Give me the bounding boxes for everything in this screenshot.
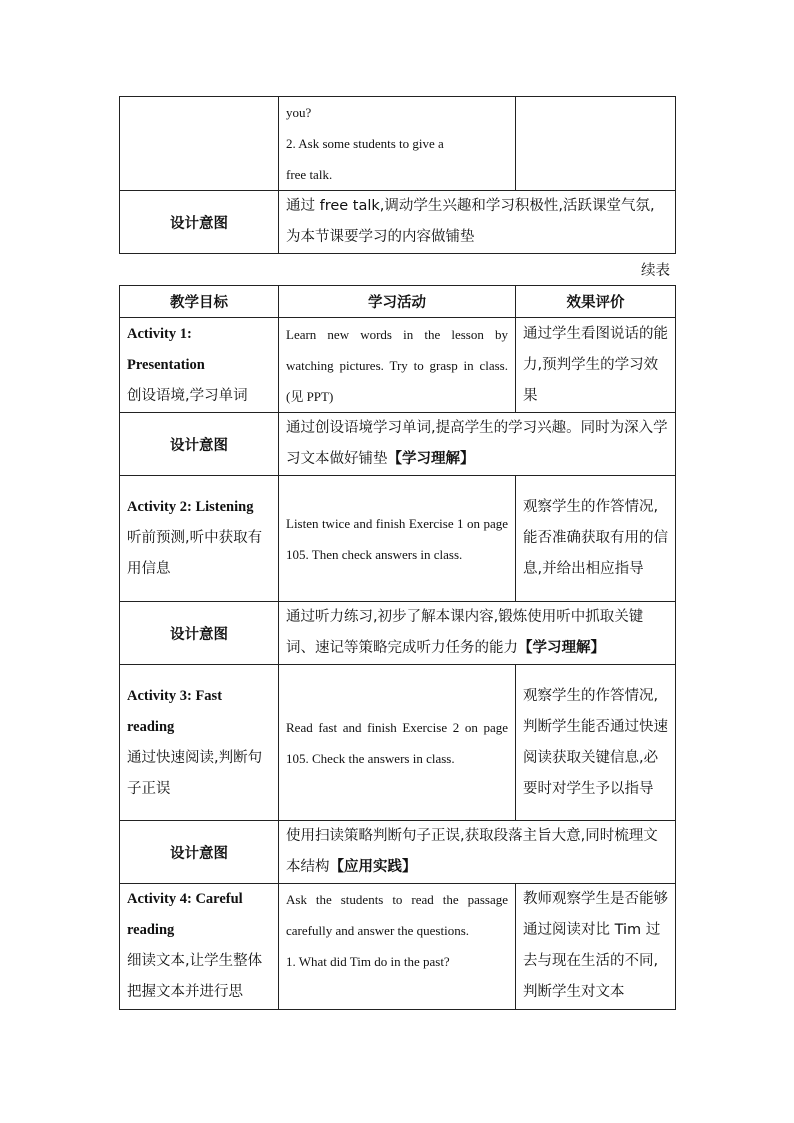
evaluation-cell: 观察学生的作答情况,判断学生能否通过快速阅读获取关键信息,必要时对学生予以指导 xyxy=(516,665,676,821)
activity-title: Activity 4: Careful xyxy=(127,891,243,907)
activity-title: Activity 3: Fast xyxy=(127,687,223,704)
design-intent-cell xyxy=(279,602,676,665)
continued-label: 续表 xyxy=(641,263,670,279)
evaluation-cell: 通过学生看图说话的能力,预判学生的学习效果 xyxy=(516,318,676,413)
design-intent-label: 设计意图 xyxy=(120,413,279,476)
goal-cell xyxy=(120,665,279,821)
design-intent-tag: 【应用实践】 xyxy=(329,859,417,875)
design-intent-label: 设计意图 xyxy=(120,821,279,884)
design-intent-text: 通过创设语境学习单词,提高学生的学习兴趣。同时为深入学习文本做好铺垫 xyxy=(286,420,668,467)
activity-title: Activity 2: Listening xyxy=(127,499,254,515)
lesson-table-top xyxy=(119,96,676,254)
design-intent-text: 通过听力练习,初步了解本课内容,锻炼使用听中抓取关键词、速记等策略完成听力任务的能力 xyxy=(286,609,644,656)
header-evaluation: 效果评价 xyxy=(516,286,676,318)
goal-text: 创设语境,学习单词 xyxy=(127,387,248,404)
evaluation-text: 教师观察学生是否能够通过阅读对比 Tim 过去与现在生活的不同,判断学生对文本 xyxy=(523,891,668,1000)
header-activity: 学习活动 xyxy=(279,286,516,318)
empty-goal-cell xyxy=(120,97,279,191)
goal-cell xyxy=(120,476,279,602)
goal-text: 听前预测,听中获取有用信息 xyxy=(127,530,263,577)
activity-text: Ask the students to read the passage carefully and answer the questions. xyxy=(286,892,508,938)
design-intent-label: 设计意图 xyxy=(120,191,279,254)
activity-title: Activity 1: xyxy=(127,325,192,342)
goal-text: 通过快速阅读,判断句子正误 xyxy=(127,749,263,797)
design-intent-tag: 【学习理解】 xyxy=(518,640,605,656)
design-intent-tag: 【学习理解】 xyxy=(387,451,475,467)
activity-title: Presentation xyxy=(127,356,205,373)
activity-line: 2. Ask some students to give a xyxy=(286,136,444,151)
activity-cell xyxy=(279,884,516,1010)
goal-text: 细读文本,让学生整体把握文本并进行思 xyxy=(127,953,263,1000)
activity-line: you? xyxy=(286,105,312,120)
design-intent-cell xyxy=(279,413,676,476)
activity-title: reading xyxy=(127,922,175,938)
activity-cell: Listen twice and finish Exercise 1 on page 105. Then check answers in class. xyxy=(279,476,516,602)
activity-title: reading xyxy=(127,718,175,735)
lesson-table-main xyxy=(119,285,676,1010)
activity-cell xyxy=(279,97,516,191)
activity-question: 1. What did Tim do in the past? xyxy=(286,954,450,969)
goal-cell xyxy=(120,884,279,1010)
evaluation-cell: 观察学生的作答情况,能否准确获取有用的信息,并给出相应指导 xyxy=(516,476,676,602)
goal-cell xyxy=(120,318,279,413)
design-intent-label: 设计意图 xyxy=(120,602,279,665)
evaluation-cell xyxy=(516,884,676,1010)
design-intent-text: 使用扫读策略判断句子正误,获取段落主旨大意,同时梳理文本结构 xyxy=(286,828,658,875)
header-goal: 教学目标 xyxy=(120,286,279,318)
activity-cell: Learn new words in the lesson by watching pictures. Try to grasp in class.(见 PPT) xyxy=(279,318,516,413)
activity-line: free talk. xyxy=(286,167,333,182)
empty-evaluation-cell xyxy=(516,97,676,191)
design-intent-cell xyxy=(279,821,676,884)
activity-cell: Read fast and finish Exercise 2 on page 105. Check the answers in class. xyxy=(279,665,516,821)
design-intent-text: 通过 free talk,调动学生兴趣和学习积极性,活跃课堂气氛,为本节课要学习的内容做铺垫 xyxy=(279,191,676,254)
